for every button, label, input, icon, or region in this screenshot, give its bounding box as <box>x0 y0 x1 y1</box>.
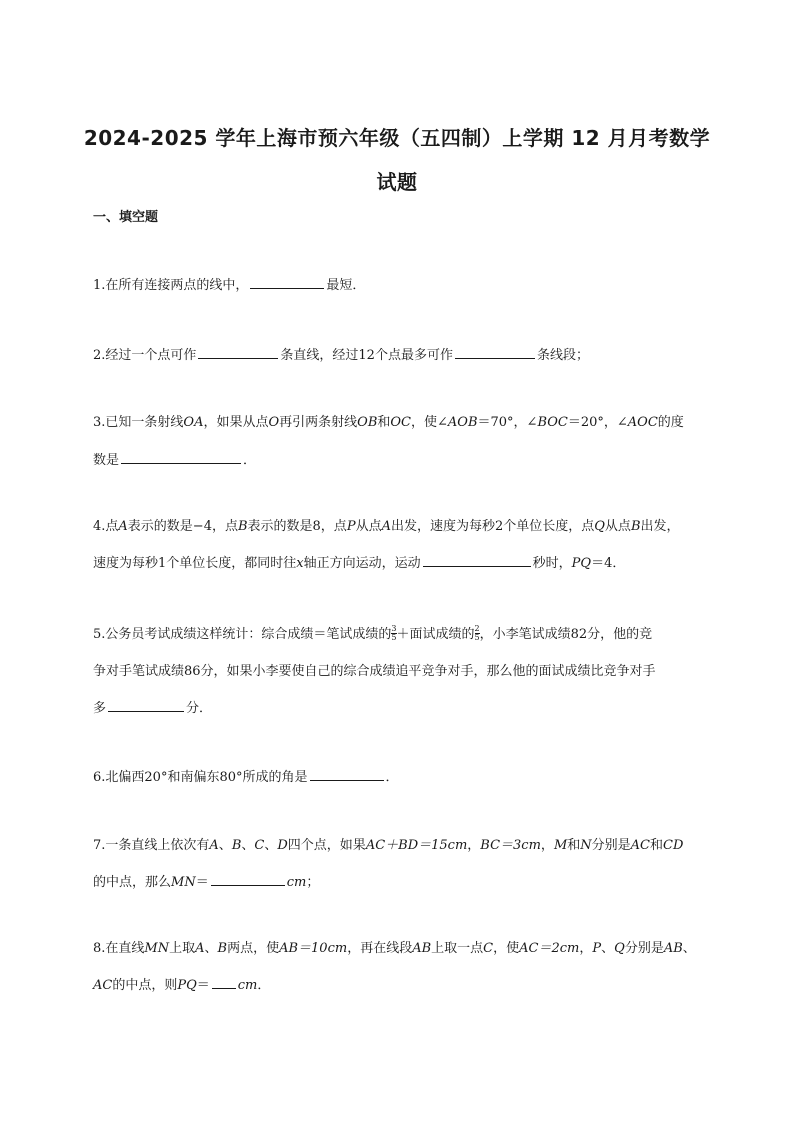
question-text: 5 <box>474 633 480 642</box>
question-text: MN <box>171 875 196 890</box>
question-text: 的中点，则 <box>112 978 178 993</box>
question-text: PQ <box>177 978 197 993</box>
question-text: 条线段； <box>536 348 589 363</box>
question-text: 分别是 <box>624 941 664 956</box>
question-text: AOB <box>447 415 478 430</box>
question-text: BC＝3cm <box>480 838 541 853</box>
answer-blank[interactable] <box>211 872 285 886</box>
question-text: OC <box>390 415 411 430</box>
question-text: B <box>231 838 242 853</box>
question-text: 表示的数是−4，点 <box>127 519 238 534</box>
question-text: AC＋BD＝15cm <box>365 838 468 853</box>
section-heading: 一、填空题 <box>93 210 159 225</box>
answer-blank[interactable] <box>310 767 384 781</box>
question-text: AB <box>663 941 683 956</box>
question-text: OB <box>357 415 378 430</box>
question-text: 3 <box>391 624 397 633</box>
question-text: B <box>217 941 228 956</box>
question-text: 数是 <box>93 453 120 468</box>
question-text: 多 <box>93 701 107 716</box>
question-text: M <box>553 838 568 853</box>
question-7-line-2 <box>93 872 319 892</box>
question-text: AC <box>630 838 650 853</box>
question-text: Q <box>614 941 625 956</box>
question-text: 和 <box>650 838 664 853</box>
question-text: O <box>268 415 280 430</box>
question-text: 秒时， <box>532 556 572 571</box>
question-text: 分． <box>186 701 213 716</box>
question-text: ． <box>385 770 399 785</box>
question-text: 和 <box>567 838 581 853</box>
answer-blank[interactable] <box>108 698 184 712</box>
question-text: ； <box>306 875 320 890</box>
question-text: ＋面试成绩的 <box>396 627 475 642</box>
question-text: 和 <box>377 415 391 430</box>
question-5-line-3 <box>93 698 212 718</box>
page-title: 2024-2025 学年上海市预六年级（五四制）上学期 12 月月考数学 <box>83 126 711 150</box>
question-text: 上取 <box>169 941 196 956</box>
question-7 <box>93 837 683 855</box>
question-1 <box>93 275 365 295</box>
question-text: ，再在线段 <box>347 941 413 956</box>
question-text: ， <box>540 838 554 853</box>
question-text: 从点 <box>604 519 631 534</box>
question-text: 两点，使 <box>227 941 280 956</box>
question-text: 、 <box>241 838 255 853</box>
question-text: 3.已知一条射线 <box>93 415 184 430</box>
question-text: 5 <box>391 633 397 642</box>
question-text: 7.一条直线上依次有 <box>93 838 210 853</box>
question-text: ． <box>257 978 271 993</box>
question-text: 、 <box>204 941 218 956</box>
question-text: 轴正方向运动，运动 <box>303 556 421 571</box>
question-text: 1.在所有连接两点的线中， <box>93 278 249 293</box>
question-2 <box>93 345 589 365</box>
question-text: A <box>118 519 128 534</box>
question-text: 2.经过一个点可作 <box>93 348 197 363</box>
question-text: ． <box>243 453 257 468</box>
question-text: 上取一点 <box>431 941 484 956</box>
question-3 <box>93 414 684 432</box>
question-5 <box>93 625 652 644</box>
question-text: ＝20°，∠ <box>567 415 628 430</box>
question-4-line-2 <box>93 553 625 573</box>
question-text: 的中点，那么 <box>93 875 172 890</box>
question-text: 分别是 <box>591 838 631 853</box>
question-text: N <box>580 838 592 853</box>
question-text: P <box>346 519 356 534</box>
question-text: ＝ <box>196 978 210 993</box>
question-text: 、 <box>264 838 278 853</box>
question-text: 4.点 <box>93 519 119 534</box>
question-6 <box>93 767 399 787</box>
question-text: P <box>592 941 602 956</box>
question-text: C <box>483 941 494 956</box>
question-text: 条直线，经过12个点最多可作 <box>280 348 453 363</box>
question-text: ，如果从点 <box>203 415 269 430</box>
question-text: 速度为每秒1个单位长度，都同时往 <box>93 556 297 571</box>
question-text: 的度 <box>657 415 684 430</box>
question-text: B <box>237 519 248 534</box>
question-text: MN <box>144 941 170 956</box>
answer-blank[interactable] <box>455 345 535 359</box>
question-text: 、 <box>601 941 615 956</box>
question-text: AC＝2cm <box>519 941 580 956</box>
question-text: 2 <box>474 624 480 633</box>
question-text: cm <box>286 875 307 890</box>
question-text: 5.公务员考试成绩这样统计：综合成绩＝笔试成绩的 <box>93 627 392 642</box>
question-text: AB＝10cm <box>279 941 348 956</box>
question-text: 出发，速度为每秒2个单位长度，点 <box>390 519 595 534</box>
question-3-line-2 <box>93 450 256 470</box>
question-text: A <box>195 941 205 956</box>
question-text: CD <box>663 838 684 853</box>
question-text: 再引两条射线 <box>279 415 358 430</box>
answer-blank[interactable] <box>250 275 324 289</box>
question-text: ＝ <box>195 875 209 890</box>
question-text: AC <box>93 978 113 993</box>
question-text: cm <box>237 978 258 993</box>
question-text: 、 <box>682 941 696 956</box>
question-text: Q <box>594 519 605 534</box>
question-text: OA <box>183 415 204 430</box>
answer-blank[interactable] <box>121 450 241 464</box>
page-title-continued: 试题 <box>376 170 418 194</box>
question-text: AB <box>412 941 432 956</box>
question-text: 出发， <box>640 519 680 534</box>
answer-blank[interactable] <box>212 975 236 989</box>
question-text: ，使∠ <box>411 415 448 430</box>
question-text: A <box>381 519 391 534</box>
question-text: 表示的数是8，点 <box>247 519 347 534</box>
question-text: 、 <box>218 838 232 853</box>
question-text: ＝4． <box>591 556 626 571</box>
answer-blank[interactable] <box>198 345 278 359</box>
question-text: 6.北偏西20°和南偏东80°所成的角是 <box>93 770 308 785</box>
question-text: ， <box>579 941 593 956</box>
question-4 <box>93 518 680 536</box>
question-text: ＝70°，∠ <box>477 415 538 430</box>
question-8-line-2 <box>93 975 270 995</box>
question-text: PQ <box>571 556 592 571</box>
question-text: 争对手笔试成绩86分，如果小李要使自己的综合成绩追平竞争对手，那么他的面试成绩比竞争对手 <box>93 664 656 679</box>
question-text: ， <box>467 838 481 853</box>
question-text: D <box>277 838 288 853</box>
question-text: 从点 <box>355 519 382 534</box>
question-text: C <box>254 838 265 853</box>
question-text: 8.在直线 <box>93 941 145 956</box>
question-text: x <box>296 556 304 571</box>
question-text: BOC <box>537 415 568 430</box>
question-text: B <box>630 519 641 534</box>
answer-blank[interactable] <box>423 553 531 567</box>
question-8 <box>93 940 696 958</box>
question-text: AOC <box>627 415 658 430</box>
question-text: A <box>209 838 219 853</box>
question-text: 最短． <box>326 278 366 293</box>
question-text: ，小李笔试成绩82分，他的竞 <box>479 627 653 642</box>
question-text: 四个点，如果 <box>287 838 366 853</box>
question-text: ，使 <box>493 941 520 956</box>
question-5-line-2 <box>93 663 656 681</box>
